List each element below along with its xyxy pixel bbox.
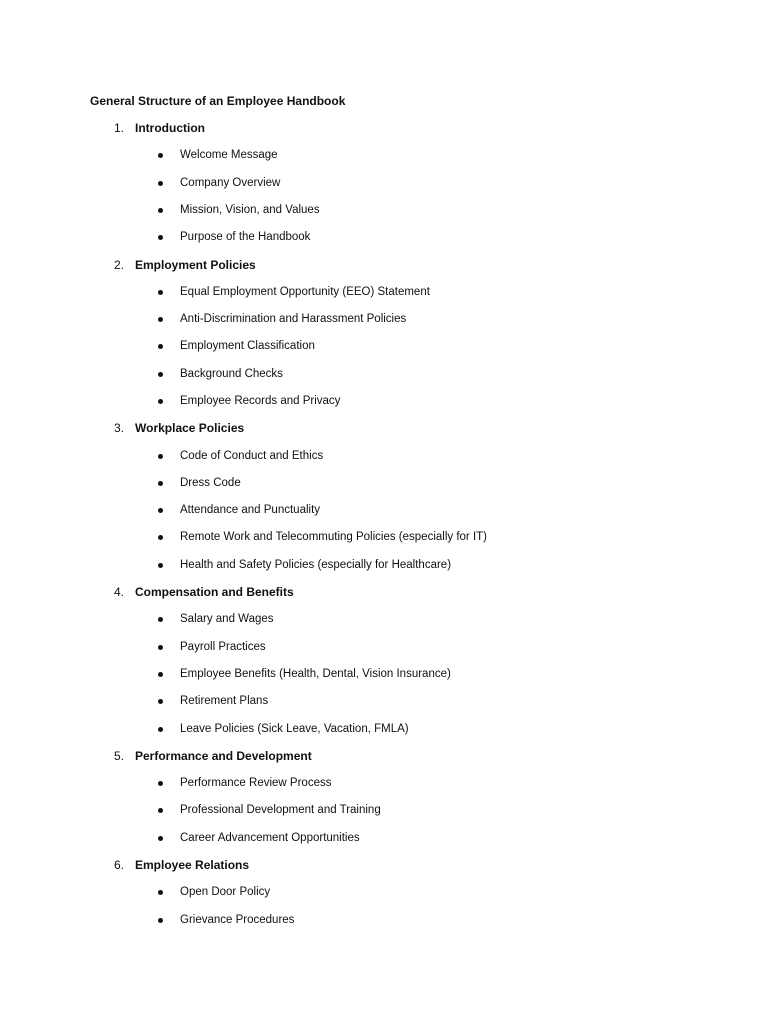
- section-title: Introduction: [135, 121, 205, 135]
- list-item: [0, 229, 768, 245]
- list-item: [0, 529, 768, 545]
- list-item-text: Career Advancement Opportunities: [180, 831, 360, 844]
- list-item-text: Payroll Practices: [180, 640, 266, 653]
- bullet-icon: [158, 153, 163, 158]
- section-heading: [0, 257, 768, 273]
- list-item-text: Anti-Discrimination and Harassment Policies: [180, 313, 407, 326]
- bullet-icon: [158, 617, 163, 622]
- bullet-icon: [158, 699, 163, 704]
- bullet-icon: [158, 535, 163, 540]
- list-item-text: Welcome Message: [180, 149, 278, 162]
- list-item: [0, 693, 768, 709]
- bullet-icon: [158, 918, 163, 923]
- section-number: 2.: [113, 257, 124, 272]
- list-item-text: Grievance Procedures: [180, 913, 295, 926]
- document-title: General Structure of an Employee Handbook: [90, 94, 346, 108]
- section-number: 3.: [113, 421, 124, 436]
- bullet-icon: [158, 672, 163, 677]
- list-item: [0, 502, 768, 518]
- bullet-icon: [158, 645, 163, 650]
- list-item: [0, 884, 768, 900]
- bullet-icon: [158, 208, 163, 213]
- list-item: [0, 775, 768, 791]
- bullet-icon: [158, 290, 163, 295]
- list-item: [0, 639, 768, 655]
- section-title: Performance and Development: [135, 748, 312, 763]
- list-item: [0, 611, 768, 627]
- list-item-text: Purpose of the Handbook: [180, 231, 311, 244]
- list-item-text: Employee Records and Privacy: [180, 395, 341, 407]
- list-item: [0, 557, 768, 573]
- bullet-icon: [158, 508, 163, 513]
- list-item-text: Dress Code: [180, 476, 241, 489]
- list-item-text: Background Checks: [180, 367, 283, 380]
- list-item: [0, 475, 768, 491]
- list-item-text: Open Door Policy: [180, 886, 271, 899]
- list-item-text: Professional Development and Training: [180, 804, 381, 817]
- bullet-icon: [158, 808, 163, 813]
- bullet-icon: [158, 890, 163, 895]
- bullet-icon: [158, 372, 163, 377]
- bullet-icon: [158, 781, 163, 786]
- list-item: [0, 448, 768, 464]
- list-item: [0, 393, 768, 409]
- section-heading: [0, 420, 768, 436]
- list-item: [0, 338, 768, 354]
- list-item-text: Remote Work and Telecommuting Policies (especially for IT): [180, 531, 487, 544]
- list-item-text: Performance Review Process: [180, 777, 332, 790]
- section-number: 6.: [113, 858, 124, 873]
- bullet-icon: [158, 727, 163, 732]
- bullet-icon: [158, 454, 163, 459]
- list-item-text: Attendance and Punctuality: [180, 504, 321, 517]
- list-item: [0, 147, 768, 163]
- list-item-text: Salary and Wages: [180, 613, 274, 626]
- bullet-icon: [158, 317, 163, 322]
- list-item-text: Mission, Vision, and Values: [180, 203, 320, 216]
- section-heading: [0, 857, 768, 873]
- section-title: Employment Policies: [135, 257, 256, 272]
- section-heading: [0, 120, 768, 136]
- list-item: [0, 366, 768, 382]
- section-heading: [0, 748, 768, 764]
- section-number: 5.: [113, 748, 124, 763]
- bullet-icon: [158, 481, 163, 486]
- section-number: 1.: [113, 121, 124, 135]
- section-title: Employee Relations: [135, 858, 250, 873]
- list-item-text: Employment Classification: [180, 340, 315, 353]
- list-item-text: Equal Employment Opportunity (EEO) Statement: [180, 285, 430, 298]
- list-item-text: Retirement Plans: [180, 695, 269, 708]
- bullet-icon: [158, 235, 163, 240]
- list-item: [0, 721, 768, 737]
- bullet-icon: [158, 181, 163, 186]
- list-item: [0, 666, 768, 682]
- section-title: Compensation and Benefits: [135, 585, 294, 600]
- list-item: [0, 912, 768, 928]
- list-item-text: Health and Safety Policies (especially for Healthcare): [180, 558, 452, 571]
- list-item: [0, 202, 768, 218]
- section-number: 4.: [113, 585, 124, 600]
- bullet-icon: [158, 563, 163, 568]
- list-item: [0, 284, 768, 300]
- section-heading: [0, 584, 768, 600]
- list-item: [0, 175, 768, 191]
- bullet-icon: [158, 344, 163, 349]
- section-title: Workplace Policies: [135, 421, 245, 436]
- list-item-text: Employee Benefits (Health, Dental, Vision Insurance): [180, 667, 451, 680]
- list-item-text: Company Overview: [180, 176, 281, 189]
- list-item-text: Code of Conduct and Ethics: [180, 449, 324, 462]
- bullet-icon: [158, 836, 163, 841]
- list-item: [0, 830, 768, 846]
- list-item-text: Leave Policies (Sick Leave, Vacation, FMLA): [180, 722, 409, 735]
- bullet-icon: [158, 399, 163, 404]
- list-item: [0, 802, 768, 818]
- list-item: [0, 311, 768, 327]
